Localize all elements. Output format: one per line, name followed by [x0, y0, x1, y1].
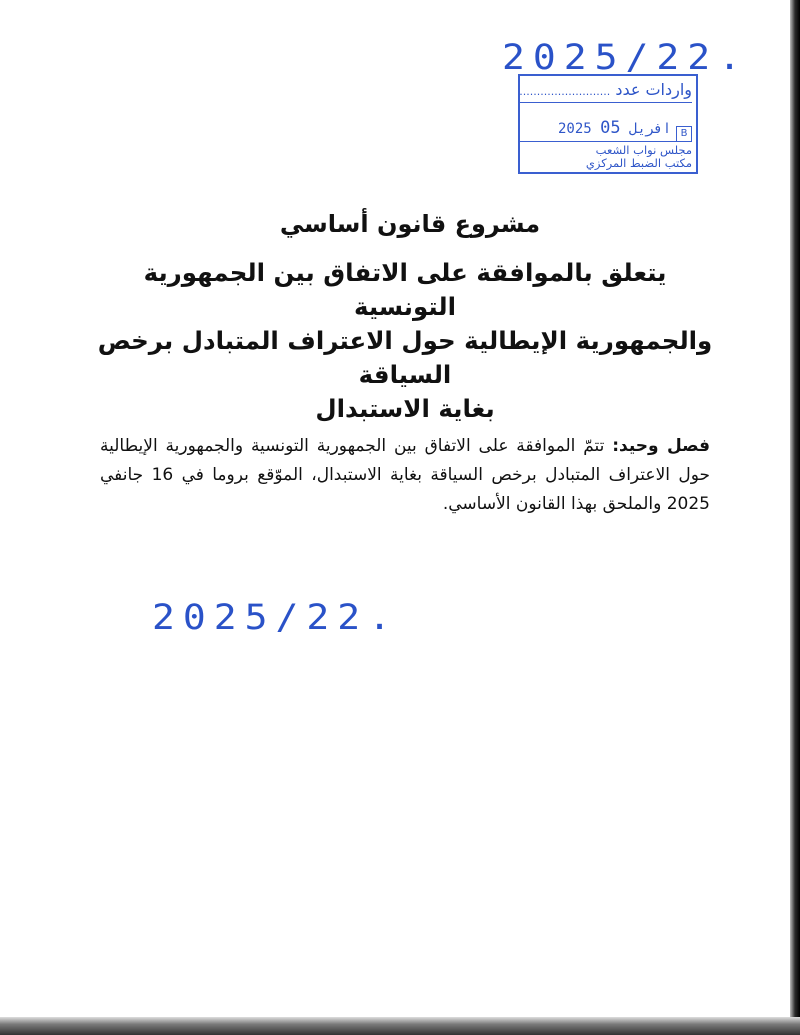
received-year: 2025: [558, 121, 592, 137]
article-label: فصل وحيد:: [612, 436, 711, 456]
stamp-org-line2: مكتب الضبط المركزي: [585, 156, 692, 170]
scan-edge-right: [790, 0, 800, 1035]
reception-stamp: [518, 74, 698, 174]
article-text: تتمّ الموافقة على الاتفاق بين الجمهورية التونسية والجمهورية الإيطالية حول الاعتراف المتبادل برخص السياقة بغاية الاستبدال، الموّقع بروما في 16 جانفي 2025 والملحق بهذا القانون الأساسي.: [100, 436, 711, 514]
received-day: 05: [600, 118, 621, 138]
subtitle-line-1: يتعلق بالموافقة على الاتفاق بين الجمهورية التونسية: [143, 258, 667, 321]
stamp-mark: B: [676, 126, 692, 142]
reference-number-stamp: 2025/22.: [152, 596, 400, 638]
scan-edge-bottom: [0, 1017, 800, 1035]
single-article: [100, 432, 710, 519]
received-date: [558, 118, 671, 138]
received-month: افريل: [629, 121, 672, 137]
stamp-organization: [518, 141, 692, 170]
registration-number-stamp: 2025/22.: [502, 36, 750, 78]
subtitle-line-3: بغاية الاستبدال: [315, 394, 495, 423]
document-subtitle: [95, 256, 715, 426]
incoming-row: [520, 78, 692, 103]
incoming-dots: ..........................: [519, 85, 611, 98]
document-title: مشروع قانون أساسي: [279, 210, 541, 238]
stamp-org-line1: مجلس نواب الشعب: [595, 143, 692, 157]
subtitle-line-2: والجمهورية الإيطالية حول الاعتراف المتبادل برخص السياقة: [97, 326, 713, 389]
incoming-label: واردات عدد: [615, 80, 692, 99]
